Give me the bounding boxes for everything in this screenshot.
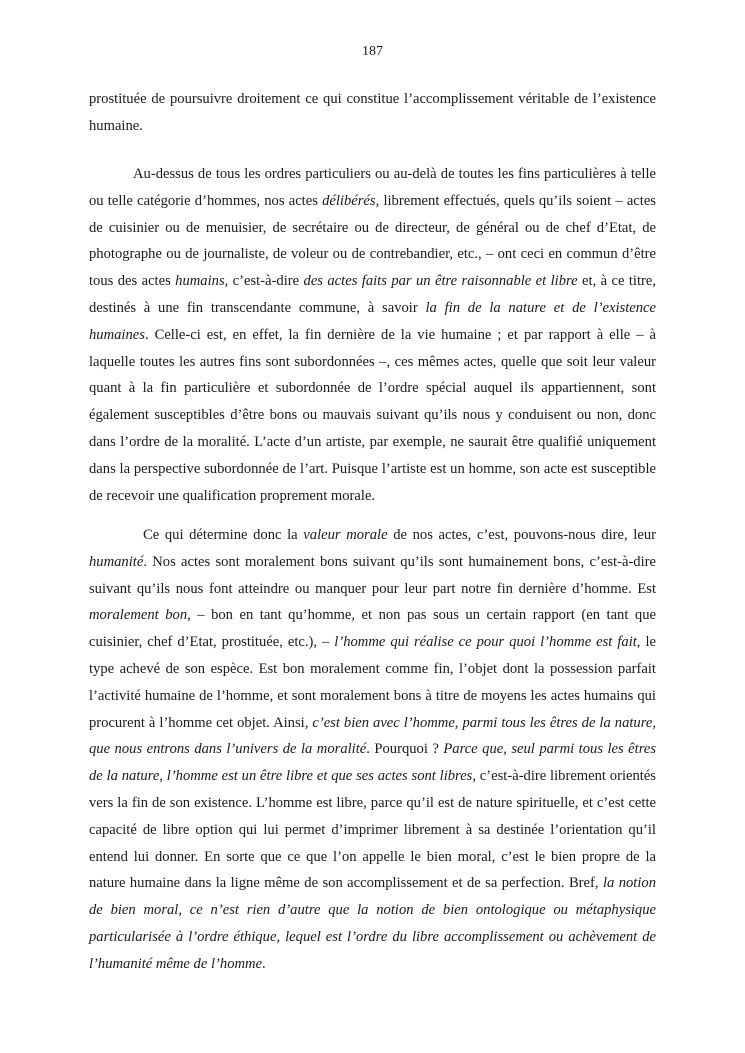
italic-text-segment: délibérés, (322, 192, 380, 209)
text-segment: de nos actes, c’est, pouvons-nous dire, leur (387, 527, 656, 543)
italic-text-segment: des actes faits par un être raisonnable et libre (303, 273, 578, 290)
text-segment: . Nos actes sont moralement bons suivant qu’ils sont humainement bons, c’est-à-dire suivant qu’ils nous font atteindre ou manquer pour leur part notre fin dernière d’homme. Est (89, 553, 656, 597)
italic-text-segment: humains, (175, 273, 229, 290)
text-segment: Ce qui détermine donc la (143, 527, 304, 543)
italic-text-segment: Parce que, seul parmi tous les êtres de la nature, l’homme est un être libre et que ses actes sont libres, (89, 741, 656, 785)
page-number: 187 (362, 44, 383, 59)
text-segment: librement effectués, quels qu’ils soient – actes de cuisinier ou de menuisier, de secrétaire ou de directeur, de général ou de chef d’Etat, de photographe ou de journaliste, de voleur ou de contrebandier, etc., – ont ceci en commun d’être tous des actes (89, 192, 656, 290)
italic-text-segment: la notion de bien moral, ce n’est rien d’autre que la notion de bien ontologique ou métaphysique particularisée à l’ordre éthique, lequel est l’ordre du libre accomplissement ou achèvement de l’humanité même de l’homme (89, 875, 656, 972)
text-segment: c’est-à-dire librement orientés vers la fin de son existence. L’homme est libre, parce qu’il est de nature spirituelle, et c’est cette capacité de libre option qui lui permet d’imprimer librement à sa destinée l’orientation qu’il entend lui donner. En sorte que ce que l’on appelle le bien moral, c’est le bien propre de la nature humaine dans la ligne même de son accomplissement et de sa perfection. Bref, (89, 768, 656, 892)
text-segment: prostituée de poursuivre droitement ce qui constitue l’accomplissement véritable de l’existence humaine. (89, 91, 656, 134)
italic-text-segment: moralement bon, (89, 607, 191, 624)
paragraph-1 (89, 86, 656, 140)
paragraph-3 (89, 522, 656, 978)
italic-text-segment: la fin de la nature et de l’existence humaines (89, 299, 656, 343)
text-segment: et, à ce titre, destinés à une fin transcendante commune, à savoir (89, 273, 657, 316)
text-segment: le type achevé de son espèce. Est bon moralement comme fin, l’objet dont la possession parfait l’activité humaine de l’homme, et sont moralement bons à titre de moyens les actes humains qui procurent à l’homme cet objet. Ainsi, (89, 634, 656, 731)
italic-text-segment: c’est bien avec l’homme, parmi tous les êtres de la nature, que nous entrons dans l’univers de la moralité (89, 714, 656, 758)
text-segment: – bon en tant qu’homme, et non pas sous un certain rapport (en tant que cuisinier, chef d’Etat, prostituée, etc.), – (89, 607, 656, 651)
text-segment: . Celle-ci est, en effet, la fin dernière de la vie humaine ; et par rapport à elle – à laquelle toutes les autres fins sont subordonnées –, ces mêmes actes, quelle que soit leur valeur quant à la fin particulière et subordonnée de l’ordre spécial auquel ils appartiennent, sont également susceptibles d’être bons ou mauvais suivant qu’ils nous y conduisent ou non, donc dans l’ordre de la moralité. L’acte d’un artiste, par exemple, ne saurait être qualifié uniquement dans la perspective subordonnée de l’art. Puisque l’artiste est un homme, son acte est susceptible de recevoir une qualification proprement morale. (89, 326, 656, 504)
italic-text-segment: humanité (89, 553, 144, 570)
text-segment: c’est-à-dire (228, 273, 304, 290)
text-segment: Au-dessus de tous les ordres particuliers ou au-delà de toutes les fins particulières à telle ou telle catégorie d’hommes, nos actes (89, 166, 656, 209)
paragraph-2 (89, 161, 656, 509)
text-segment: . (262, 955, 266, 972)
italic-text-segment: l’homme qui réalise ce pour quoi l’homme est fait, (334, 634, 641, 651)
text-segment: . Pourquoi ? (366, 741, 444, 758)
italic-text-segment: valeur morale (303, 527, 388, 543)
